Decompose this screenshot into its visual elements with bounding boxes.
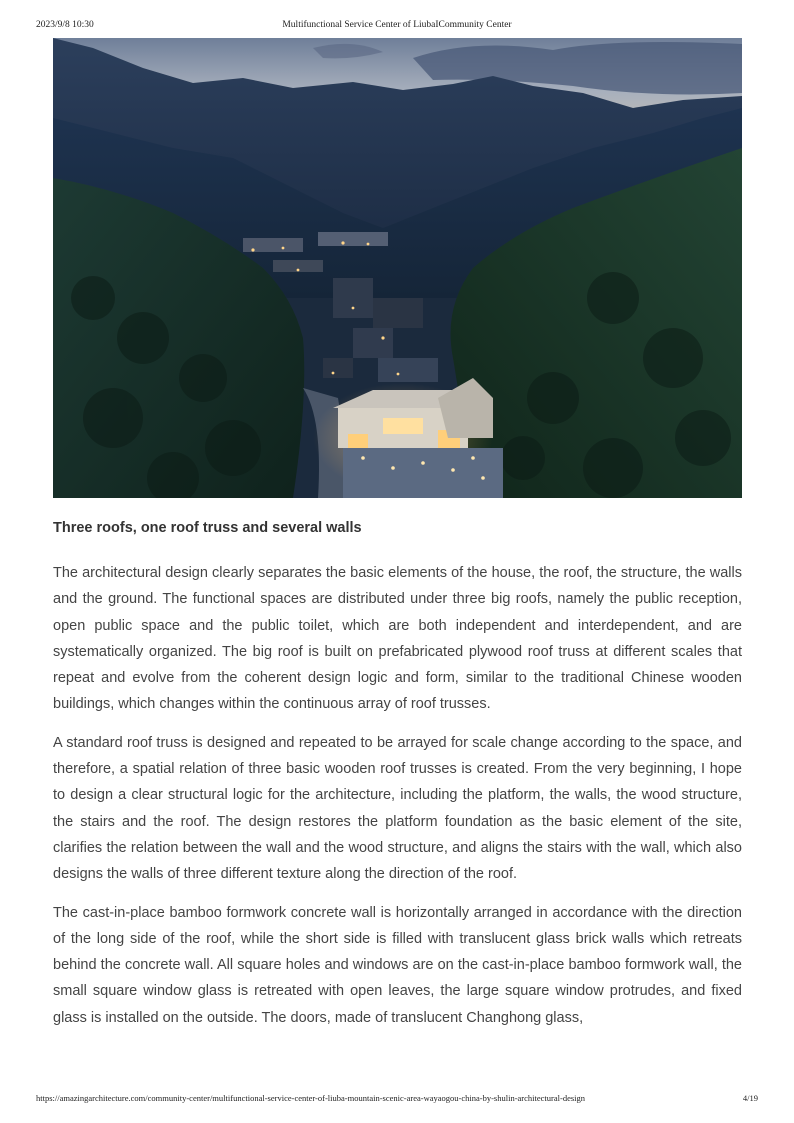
paragraph-2: A standard roof truss is designed and repeated to be arrayed for scale change according to the space, and therefore, a spatial relation of three basic wooden roof trusses is created. From the very beginning, I hope to design a clear structural logic for the architecture, including the platform, the walls, the wood structure, the stairs and the roof. The design restores the platform foundation as the basic element of the site, clarifies the relation between the wall and the wood structure, and aligns the stairs with the wall, which also designs the walls of three different texture along the direction of the roof. — [53, 734, 742, 883]
print-page-title: Multifunctional Service Center of LiubaICommunity Center — [282, 20, 512, 30]
paragraph-3: The cast-in-place bamboo formwork concrete wall is horizontally arranged in accordance with the direction of the long side of the roof, while the short side is filled with translucent glass brick walls which retreats behind the concrete wall. All square holes and windows are on the cast-in-place bamboo formwork wall, the small square window glass is retreated with open leaves, the large square window protrudes, and fixed glass is installed on the outside. The doors, made of translucent Changhong glass, — [53, 904, 742, 1026]
print-header — [0, 20, 794, 34]
print-source-url: https://amazingarchitecture.com/community-center/multifunctional-service-center-of-liuba-mountain-scenic-area-wayaogou-china-by-shulin-architectural-design — [36, 1093, 586, 1103]
article-body — [53, 518, 742, 1043]
print-page-number: 4/19 — [742, 1093, 758, 1103]
paragraph-1: The architectural design clearly separates the basic elements of the house, the roof, the structure, the walls and the ground. The functional spaces are distributed under three big roofs, namely the public reception, open public space and the public toilet, which are both independent and interdependent, and are systematically organized. The big roof is built on prefabricated plywood roof truss at different scales that repeat and evolve from the coherent design logic and form, similar to the traditional Chinese wooden buildings, which changes within the continuous array of roof trusses. — [53, 565, 742, 713]
print-datetime: 2023/9/8 10:30 — [36, 20, 94, 30]
hero-photo — [53, 38, 742, 498]
hero-photo-illustration — [53, 38, 742, 498]
print-footer — [0, 1093, 794, 1107]
section-heading: Three roofs, one roof truss and several walls — [53, 520, 362, 536]
